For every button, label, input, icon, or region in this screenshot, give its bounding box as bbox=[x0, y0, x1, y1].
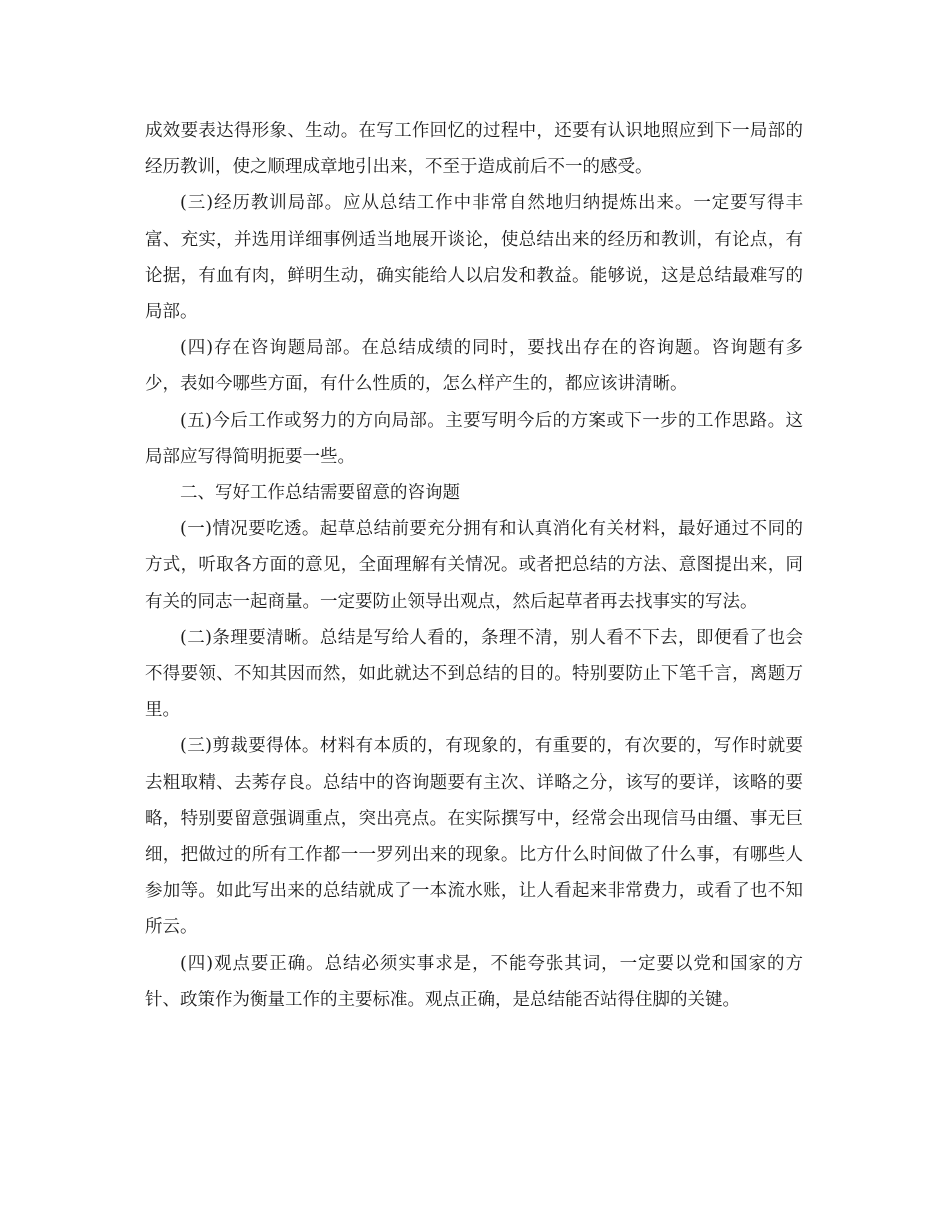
paragraph-future-direction: (五)今后工作或努力的方向局部。主要写明今后的方案或下一步的工作思路。这局部应写得简明扼要一些。 bbox=[145, 410, 803, 467]
paragraph-experience-lessons: (三)经历教训局部。应从总结工作中非常自然地归纳提炼出来。一定要写得丰富、充实，并选用详细事例适当地展开谈论，使总结出来的经历和教训，有论点，有论据，有血有肉，鲜明生动，确实能给人以启发和教益。能够说，这是总结最难写的局部。 bbox=[145, 193, 803, 323]
paragraph-continuation: 成效要表达得形象、生动。在写工作回忆的过程中，还要有认识地照应到下一局部的经历教训，使之顺理成章地引出来，不至于造成前后不一的感受。 bbox=[145, 121, 803, 178]
paragraph-appropriate-selection: (三)剪裁要得体。材料有本质的，有现象的，有重要的，有次要的，写作时就要去粗取精、去莠存良。总结中的咨询题要有主次、详略之分，该写的要详，该略的要略，特别要留意强调重点，突出亮点。在实际撰写中，经常会出现信马由缰、事无巨细，把做过的所有工作都一一罗列出来的现象。比方什么时间做了什么事，有哪些人参加等。如此写出来的总结就成了一本流水账，让人看起来非常费力，或看了也不知所云。 bbox=[145, 736, 803, 938]
paragraph-understand-situation: (一)情况要吃透。起草总结前要充分拥有和认真消化有关材料，最好通过不同的方式，听取各方面的意见，全面理解有关情况。或者把总结的方法、意图提出来，同有关的同志一起商量。一定要防止领导出观点，然后起草者再去找事实的写法。 bbox=[145, 519, 803, 612]
document-body bbox=[145, 113, 803, 1018]
paragraph-existing-problems: (四)存在咨询题局部。在总结成绩的同时，要找出存在的咨询题。咨询题有多少，表如今哪些方面，有什么性质的，怎么样产生的，都应该讲清晰。 bbox=[145, 338, 803, 395]
paragraph-correct-viewpoint: (四)观点要正确。总结必须实事求是，不能夸张其词，一定要以党和国家的方针、政策作为衡量工作的主要标准。观点正确，是总结能否站得住脚的关键。 bbox=[145, 953, 803, 1010]
paragraph-clear-structure: (二)条理要清晰。总结是写给人看的，条理不清，别人看不下去，即便看了也会不得要领、不知其因而然，如此就达不到总结的目的。特别要防止下笔千言，离题万里。 bbox=[145, 627, 803, 721]
section-heading: 二、写好工作总结需要留意的咨询题 bbox=[180, 483, 460, 504]
